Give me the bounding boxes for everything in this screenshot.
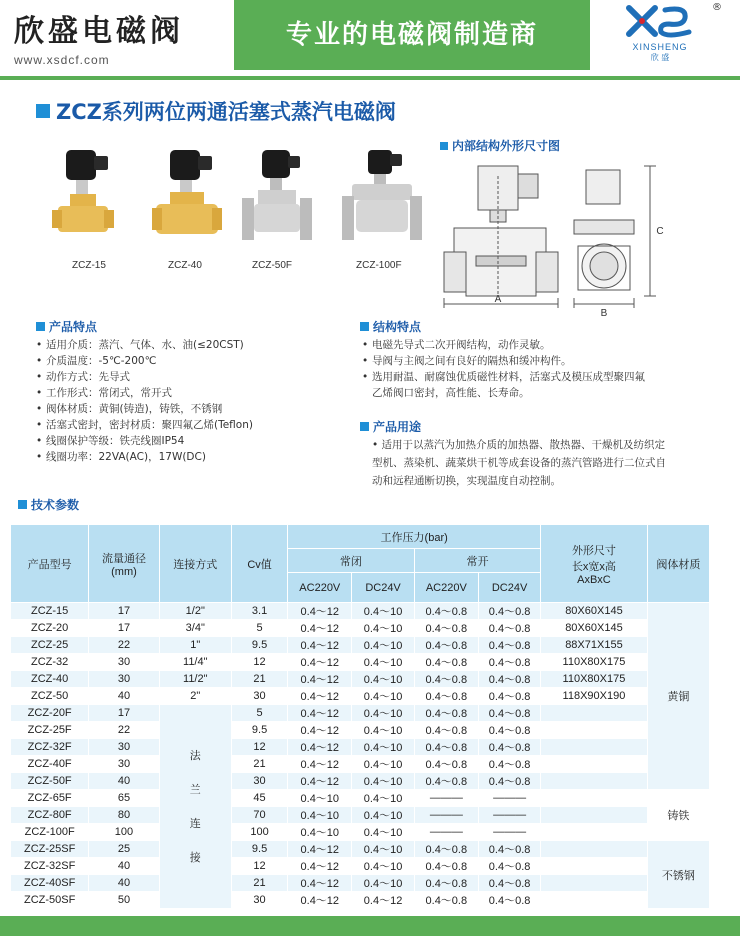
table-cell-nc_dc: 0.4～10 bbox=[352, 858, 414, 875]
table-cell-nc_dc: 0.4～10 bbox=[352, 773, 414, 790]
table-cell-no_ac: 0.4～0.8 bbox=[414, 739, 478, 756]
table-row bbox=[11, 705, 710, 722]
list-item: • 介质温度：-5℃-200℃ bbox=[36, 353, 356, 369]
usage-heading-text: 产品用途 bbox=[373, 420, 422, 434]
table-cell-no_dc: ——— bbox=[478, 807, 540, 824]
table-cell-nc_dc: 0.4～10 bbox=[352, 841, 414, 858]
table-cell-cv: 30 bbox=[231, 892, 287, 909]
diagram-title bbox=[440, 137, 560, 154]
table-cell-dn: 80 bbox=[89, 807, 159, 824]
page-header bbox=[0, 0, 740, 78]
table-cell-nc_ac: 0.4～12 bbox=[288, 875, 352, 892]
table-cell-dim bbox=[541, 824, 647, 841]
table-cell-cv: 30 bbox=[231, 773, 287, 790]
table-cell-no_dc: 0.4～0.8 bbox=[478, 722, 540, 739]
table-cell-nc_dc: 0.4～10 bbox=[352, 807, 414, 824]
table-cell-no_dc: 0.4～0.8 bbox=[478, 671, 540, 688]
table-row bbox=[11, 875, 710, 892]
material-cell: 不锈钢 bbox=[647, 841, 709, 909]
col-flow-text: 流量通径 bbox=[101, 552, 146, 565]
table-cell-dim: 80X60X145 bbox=[541, 620, 647, 637]
table-cell-no_dc: 0.4～0.8 bbox=[478, 654, 540, 671]
table-cell-cv: 9.5 bbox=[231, 637, 287, 654]
logo-cn: 欣 盛 bbox=[650, 53, 670, 62]
structure-heading bbox=[360, 318, 421, 335]
table-cell-cv: 12 bbox=[231, 858, 287, 875]
table-cell-model: ZCZ-32SF bbox=[11, 858, 89, 875]
table-cell-no_dc: 0.4～0.8 bbox=[478, 620, 540, 637]
features-list bbox=[36, 337, 356, 465]
table-cell-dn: 22 bbox=[89, 722, 159, 739]
table-cell-dn: 50 bbox=[89, 892, 159, 909]
product-label: ZCZ-15 bbox=[72, 260, 106, 271]
table-cell-model: ZCZ-15 bbox=[11, 603, 89, 620]
col-model: 产品型号 bbox=[11, 525, 89, 603]
table-row bbox=[11, 620, 710, 637]
table-cell-cv: 21 bbox=[231, 671, 287, 688]
col-nc-dc: DC24V bbox=[352, 573, 414, 603]
table-cell-dim bbox=[541, 858, 647, 875]
table-cell-dim bbox=[541, 756, 647, 773]
table-cell-nc_dc: 0.4～10 bbox=[352, 824, 414, 841]
usage-heading bbox=[360, 418, 421, 435]
table-row bbox=[11, 671, 710, 688]
table-cell-nc_dc: 0.4～10 bbox=[352, 637, 414, 654]
product-image-zcz15 bbox=[48, 148, 118, 258]
table-cell-no_ac: 0.4～0.8 bbox=[414, 654, 478, 671]
registered-mark: ® bbox=[712, 2, 722, 13]
table-cell-nc_dc: 0.4～10 bbox=[352, 671, 414, 688]
table-cell-no_dc: 0.4～0.8 bbox=[478, 637, 540, 654]
table-cell-model: ZCZ-40F bbox=[11, 756, 89, 773]
product-image-zcz50f bbox=[240, 148, 315, 258]
square-bullet-icon bbox=[360, 422, 369, 431]
table-cell-nc_dc: 0.4～10 bbox=[352, 756, 414, 773]
col-nc: 常闭 bbox=[288, 549, 415, 573]
dimension-label-b: B bbox=[600, 308, 608, 319]
table-cell-cv: 3.1 bbox=[231, 603, 287, 620]
table-cell-dn: 40 bbox=[89, 858, 159, 875]
table-cell-nc_ac: 0.4～10 bbox=[288, 807, 352, 824]
table-cell-no_dc: 0.4～0.8 bbox=[478, 858, 540, 875]
flange-char: 连 bbox=[189, 817, 201, 830]
spec-table bbox=[10, 524, 710, 909]
table-cell-model: ZCZ-100F bbox=[11, 824, 89, 841]
table-cell-no_dc: 0.4～0.8 bbox=[478, 705, 540, 722]
table-cell-no_dc: 0.4～0.8 bbox=[478, 875, 540, 892]
square-bullet-icon bbox=[440, 142, 448, 150]
table-cell-conn: 3/4" bbox=[159, 620, 231, 637]
table-cell-dn: 40 bbox=[89, 875, 159, 892]
table-cell-model: ZCZ-50SF bbox=[11, 892, 89, 909]
table-cell-no_dc: 0.4～0.8 bbox=[478, 739, 540, 756]
table-cell-nc_dc: 0.4～10 bbox=[352, 705, 414, 722]
col-material: 阀体材质 bbox=[647, 525, 709, 603]
table-cell-dn: 25 bbox=[89, 841, 159, 858]
table-cell-no_ac: 0.4～0.8 bbox=[414, 875, 478, 892]
table-cell-dim: 80X60X145 bbox=[541, 603, 647, 620]
footer-bar bbox=[0, 916, 740, 936]
table-cell-nc_dc: 0.4～10 bbox=[352, 688, 414, 705]
table-row bbox=[11, 739, 710, 756]
table-cell-no_dc: 0.4～0.8 bbox=[478, 773, 540, 790]
col-flow bbox=[89, 525, 159, 603]
table-cell-cv: 5 bbox=[231, 705, 287, 722]
col-pressure: 工作压力(bar) bbox=[288, 525, 541, 549]
table-cell-conn: 2" bbox=[159, 688, 231, 705]
table-cell-dim bbox=[541, 875, 647, 892]
tech-heading bbox=[18, 496, 79, 513]
table-cell-no_ac: 0.4～0.8 bbox=[414, 858, 478, 875]
table-row bbox=[11, 773, 710, 790]
table-cell-conn: 11/4" bbox=[159, 654, 231, 671]
table-cell-nc_ac: 0.4～12 bbox=[288, 722, 352, 739]
table-cell-nc_dc: 0.4～10 bbox=[352, 654, 414, 671]
table-cell-dn: 30 bbox=[89, 671, 159, 688]
table-cell-no_dc: ——— bbox=[478, 824, 540, 841]
diagram-title-text: 内部结构外形尺寸图 bbox=[452, 139, 561, 153]
table-cell-cv: 100 bbox=[231, 824, 287, 841]
table-cell-cv: 5 bbox=[231, 620, 287, 637]
features-heading-text: 产品特点 bbox=[49, 320, 98, 334]
table-cell-dn: 30 bbox=[89, 654, 159, 671]
list-item: • 线圈保护等级：铁壳线圈IP54 bbox=[36, 433, 356, 449]
flange-char: 兰 bbox=[189, 783, 201, 796]
table-cell-no_ac: 0.4～0.8 bbox=[414, 688, 478, 705]
table-cell-nc_ac: 0.4～12 bbox=[288, 705, 352, 722]
table-cell-model: ZCZ-40SF bbox=[11, 875, 89, 892]
table-cell-no_ac: 0.4～0.8 bbox=[414, 705, 478, 722]
product-label: ZCZ-100F bbox=[356, 260, 402, 271]
logo-en: XINSHENG bbox=[632, 42, 688, 52]
table-row bbox=[11, 688, 710, 705]
table-cell-model: ZCZ-32F bbox=[11, 739, 89, 756]
structure-diagram bbox=[436, 156, 668, 320]
table-cell-cv: 12 bbox=[231, 739, 287, 756]
table-cell-no_dc: 0.4～0.8 bbox=[478, 756, 540, 773]
table-cell-dn: 22 bbox=[89, 637, 159, 654]
stainless-flange-valve-icon bbox=[240, 148, 315, 248]
table-cell-nc_dc: 0.4～10 bbox=[352, 739, 414, 756]
table-cell-nc_ac: 0.4～12 bbox=[288, 739, 352, 756]
table-cell-nc_ac: 0.4～12 bbox=[288, 620, 352, 637]
table-cell-no_dc: ——— bbox=[478, 790, 540, 807]
brand bbox=[14, 6, 224, 67]
col-no-dc: DC24V bbox=[478, 573, 540, 603]
table-cell-cv: 70 bbox=[231, 807, 287, 824]
dimension-label-a: A bbox=[494, 294, 502, 305]
table-cell-nc_ac: 0.4～10 bbox=[288, 790, 352, 807]
table-cell-dim: 88X71X155 bbox=[541, 637, 647, 654]
table-cell-nc_dc: 0.4～10 bbox=[352, 603, 414, 620]
list-item: • 选用耐温、耐腐蚀优质磁性材料，活塞式及模压成型聚四氟乙烯阀口密封，高性能、长寿命。 bbox=[362, 369, 652, 401]
table-cell-model: ZCZ-25SF bbox=[11, 841, 89, 858]
table-cell-model: ZCZ-32 bbox=[11, 654, 89, 671]
table-cell-nc_dc: 0.4～10 bbox=[352, 875, 414, 892]
table-cell-no_ac: 0.4～0.8 bbox=[414, 637, 478, 654]
square-bullet-icon bbox=[18, 500, 27, 509]
flange-char: 接 bbox=[189, 851, 201, 864]
col-no-ac: AC220V bbox=[414, 573, 478, 603]
table-cell-model: ZCZ-25 bbox=[11, 637, 89, 654]
col-dim bbox=[541, 525, 647, 603]
features-heading bbox=[36, 318, 97, 335]
table-cell-conn: 11/2" bbox=[159, 671, 231, 688]
list-item: • 阀体材质：黄铜(铸造)，铸铁，不锈钢 bbox=[36, 401, 356, 417]
table-cell-dn: 65 bbox=[89, 790, 159, 807]
tech-heading-text: 技术参数 bbox=[31, 498, 80, 512]
col-flow-unit: (mm) bbox=[111, 565, 137, 578]
table-row bbox=[11, 790, 710, 807]
table-cell-no_ac: ——— bbox=[414, 790, 478, 807]
table-cell-model: ZCZ-50 bbox=[11, 688, 89, 705]
square-bullet-icon bbox=[360, 322, 369, 331]
table-row bbox=[11, 756, 710, 773]
table-cell-no_ac: 0.4～0.8 bbox=[414, 892, 478, 909]
table-cell-nc_ac: 0.4～10 bbox=[288, 824, 352, 841]
table-cell-dn: 17 bbox=[89, 705, 159, 722]
table-cell-no_ac: ——— bbox=[414, 807, 478, 824]
col-dim-text: 外形尺寸 bbox=[571, 544, 616, 557]
product-label: ZCZ-40 bbox=[168, 260, 202, 271]
table-row bbox=[11, 722, 710, 739]
table-cell-no_ac: ——— bbox=[414, 824, 478, 841]
table-cell-cv: 45 bbox=[231, 790, 287, 807]
table-row bbox=[11, 637, 710, 654]
table-cell-dn: 40 bbox=[89, 688, 159, 705]
list-item: • 工作形式：常闭式，常开式 bbox=[36, 385, 356, 401]
table-cell-model: ZCZ-20 bbox=[11, 620, 89, 637]
table-cell-cv: 21 bbox=[231, 756, 287, 773]
table-cell-dim: 110X80X175 bbox=[541, 654, 647, 671]
list-item: • 活塞式密封，密封材质：聚四氟乙烯(Teflon) bbox=[36, 417, 356, 433]
logo-mark-icon bbox=[625, 4, 695, 38]
usage-text-content: 适用于以蒸汽为加热介质的加热器、散热器、干燥机及纺织定型机、蒸染机、蔬菜烘干机等成套设备的蒸汽管路进行二位式自动和远程通断切换，实现温度自动控制。 bbox=[372, 439, 666, 487]
table-row bbox=[11, 824, 710, 841]
list-item: • 电磁先导式二次开阀结构，动作灵敏。 bbox=[362, 337, 652, 353]
table-cell-dim: 110X80X175 bbox=[541, 671, 647, 688]
table-cell-no_dc: 0.4～0.8 bbox=[478, 603, 540, 620]
product-image-zcz40 bbox=[150, 148, 225, 258]
usage-text: • 适用于以蒸汽为加热介质的加热器、散热器、干燥机及纺织定型机、蒸染机、蔬菜烘干机等成套设备的蒸汽管路进行二位式自动和远程通断切换，实现温度自动控制。 bbox=[372, 439, 666, 487]
table-row bbox=[11, 603, 710, 620]
table-cell-dn: 17 bbox=[89, 620, 159, 637]
table-row bbox=[11, 807, 710, 824]
table-cell-dim bbox=[541, 705, 647, 722]
table-cell-dn: 100 bbox=[89, 824, 159, 841]
table-row bbox=[11, 654, 710, 671]
table-row bbox=[11, 858, 710, 875]
page-title bbox=[36, 96, 396, 126]
table-cell-dim bbox=[541, 739, 647, 756]
col-nc-ac: AC220V bbox=[288, 573, 352, 603]
table-cell-dn: 17 bbox=[89, 603, 159, 620]
table-cell-dim: 118X90X190 bbox=[541, 688, 647, 705]
table-cell-nc_ac: 0.4～12 bbox=[288, 603, 352, 620]
table-cell-nc_ac: 0.4～12 bbox=[288, 654, 352, 671]
table-cell-nc_ac: 0.4～12 bbox=[288, 671, 352, 688]
table-row bbox=[11, 841, 710, 858]
table-cell-cv: 21 bbox=[231, 875, 287, 892]
table-cell-nc_ac: 0.4～12 bbox=[288, 892, 352, 909]
stainless-flange-valve-icon bbox=[340, 148, 425, 248]
table-cell-nc_ac: 0.4～12 bbox=[288, 858, 352, 875]
table-cell-no_ac: 0.4～0.8 bbox=[414, 620, 478, 637]
dimension-label-c: C bbox=[656, 226, 664, 237]
table-cell-model: ZCZ-80F bbox=[11, 807, 89, 824]
product-label: ZCZ-50F bbox=[252, 260, 292, 271]
table-cell-model: ZCZ-25F bbox=[11, 722, 89, 739]
brass-valve-icon bbox=[150, 148, 225, 248]
table-cell-dim bbox=[541, 841, 647, 858]
table-cell-model: ZCZ-20F bbox=[11, 705, 89, 722]
product-image-zcz100f bbox=[340, 148, 425, 258]
brand-name: 欣盛电磁阀 bbox=[14, 14, 184, 49]
table-cell-nc_dc: 0.4～12 bbox=[352, 892, 414, 909]
table-cell-dim bbox=[541, 807, 647, 824]
table-cell-nc_ac: 0.4～12 bbox=[288, 688, 352, 705]
slogan: 专业的电磁阀制造商 bbox=[285, 20, 538, 50]
table-cell-conn: 1" bbox=[159, 637, 231, 654]
table-cell-dn: 30 bbox=[89, 756, 159, 773]
col-dim-sub2: AxBxC bbox=[577, 573, 611, 586]
table-cell-dn: 40 bbox=[89, 773, 159, 790]
flange-char: 法 bbox=[189, 749, 201, 762]
list-item: • 动作方式：先导式 bbox=[36, 369, 356, 385]
table-cell-dim bbox=[541, 790, 647, 807]
table-cell-nc_dc: 0.4～10 bbox=[352, 722, 414, 739]
list-item: • 适用介质：蒸汽、气体、水、油(≤20CST) bbox=[36, 337, 356, 353]
table-cell-model: ZCZ-50F bbox=[11, 773, 89, 790]
brass-valve-icon bbox=[48, 148, 118, 248]
table-cell-dim bbox=[541, 722, 647, 739]
table-cell-conn: 1/2" bbox=[159, 603, 231, 620]
page-title-text: ZCZ系列两位两通活塞式蒸汽电磁阀 bbox=[56, 100, 396, 124]
table-cell-nc_ac: 0.4～12 bbox=[288, 773, 352, 790]
table-cell-no_ac: 0.4～0.8 bbox=[414, 756, 478, 773]
table-cell-dn: 30 bbox=[89, 739, 159, 756]
table-cell-no_ac: 0.4～0.8 bbox=[414, 603, 478, 620]
brand-url[interactable]: www.xsdcf.com bbox=[14, 53, 110, 67]
header-divider bbox=[0, 76, 740, 80]
square-bullet-icon bbox=[36, 104, 50, 118]
table-cell-no_ac: 0.4～0.8 bbox=[414, 841, 478, 858]
col-cv: Cv值 bbox=[231, 525, 287, 603]
table-cell-cv: 9.5 bbox=[231, 841, 287, 858]
table-cell-model: ZCZ-40 bbox=[11, 671, 89, 688]
table-cell-no_ac: 0.4～0.8 bbox=[414, 671, 478, 688]
col-connection: 连接方式 bbox=[159, 525, 231, 603]
material-cell: 黄铜 bbox=[647, 603, 709, 790]
table-cell-dim bbox=[541, 773, 647, 790]
structure-list bbox=[362, 337, 652, 401]
spec-table-body bbox=[11, 603, 710, 909]
list-item: • 线圈功率：22VA(AC)，17W(DC) bbox=[36, 449, 356, 465]
table-cell-dim bbox=[541, 892, 647, 909]
table-cell-cv: 30 bbox=[231, 688, 287, 705]
col-no: 常开 bbox=[414, 549, 541, 573]
square-bullet-icon bbox=[36, 322, 45, 331]
company-logo bbox=[612, 4, 708, 70]
table-cell-nc_ac: 0.4～12 bbox=[288, 756, 352, 773]
table-cell-no_ac: 0.4～0.8 bbox=[414, 773, 478, 790]
table-cell-nc_ac: 0.4～12 bbox=[288, 637, 352, 654]
material-cell: 铸铁 bbox=[647, 790, 709, 841]
table-cell-no_dc: 0.4～0.8 bbox=[478, 688, 540, 705]
table-cell-nc_dc: 0.4～10 bbox=[352, 790, 414, 807]
col-dim-sub: 长x宽x高 bbox=[571, 560, 616, 573]
flange-connection-cell bbox=[159, 705, 231, 909]
table-cell-nc_ac: 0.4～12 bbox=[288, 841, 352, 858]
table-cell-nc_dc: 0.4～10 bbox=[352, 620, 414, 637]
slogan-bar bbox=[234, 0, 590, 70]
table-cell-cv: 9.5 bbox=[231, 722, 287, 739]
table-cell-cv: 12 bbox=[231, 654, 287, 671]
table-cell-no_ac: 0.4～0.8 bbox=[414, 722, 478, 739]
table-cell-no_dc: 0.4～0.8 bbox=[478, 892, 540, 909]
table-cell-model: ZCZ-65F bbox=[11, 790, 89, 807]
structure-heading-text: 结构特点 bbox=[373, 320, 422, 334]
table-row bbox=[11, 892, 710, 909]
table-cell-no_dc: 0.4～0.8 bbox=[478, 841, 540, 858]
list-item: • 导阀与主阀之间有良好的隔热和缓冲构件。 bbox=[362, 353, 652, 369]
